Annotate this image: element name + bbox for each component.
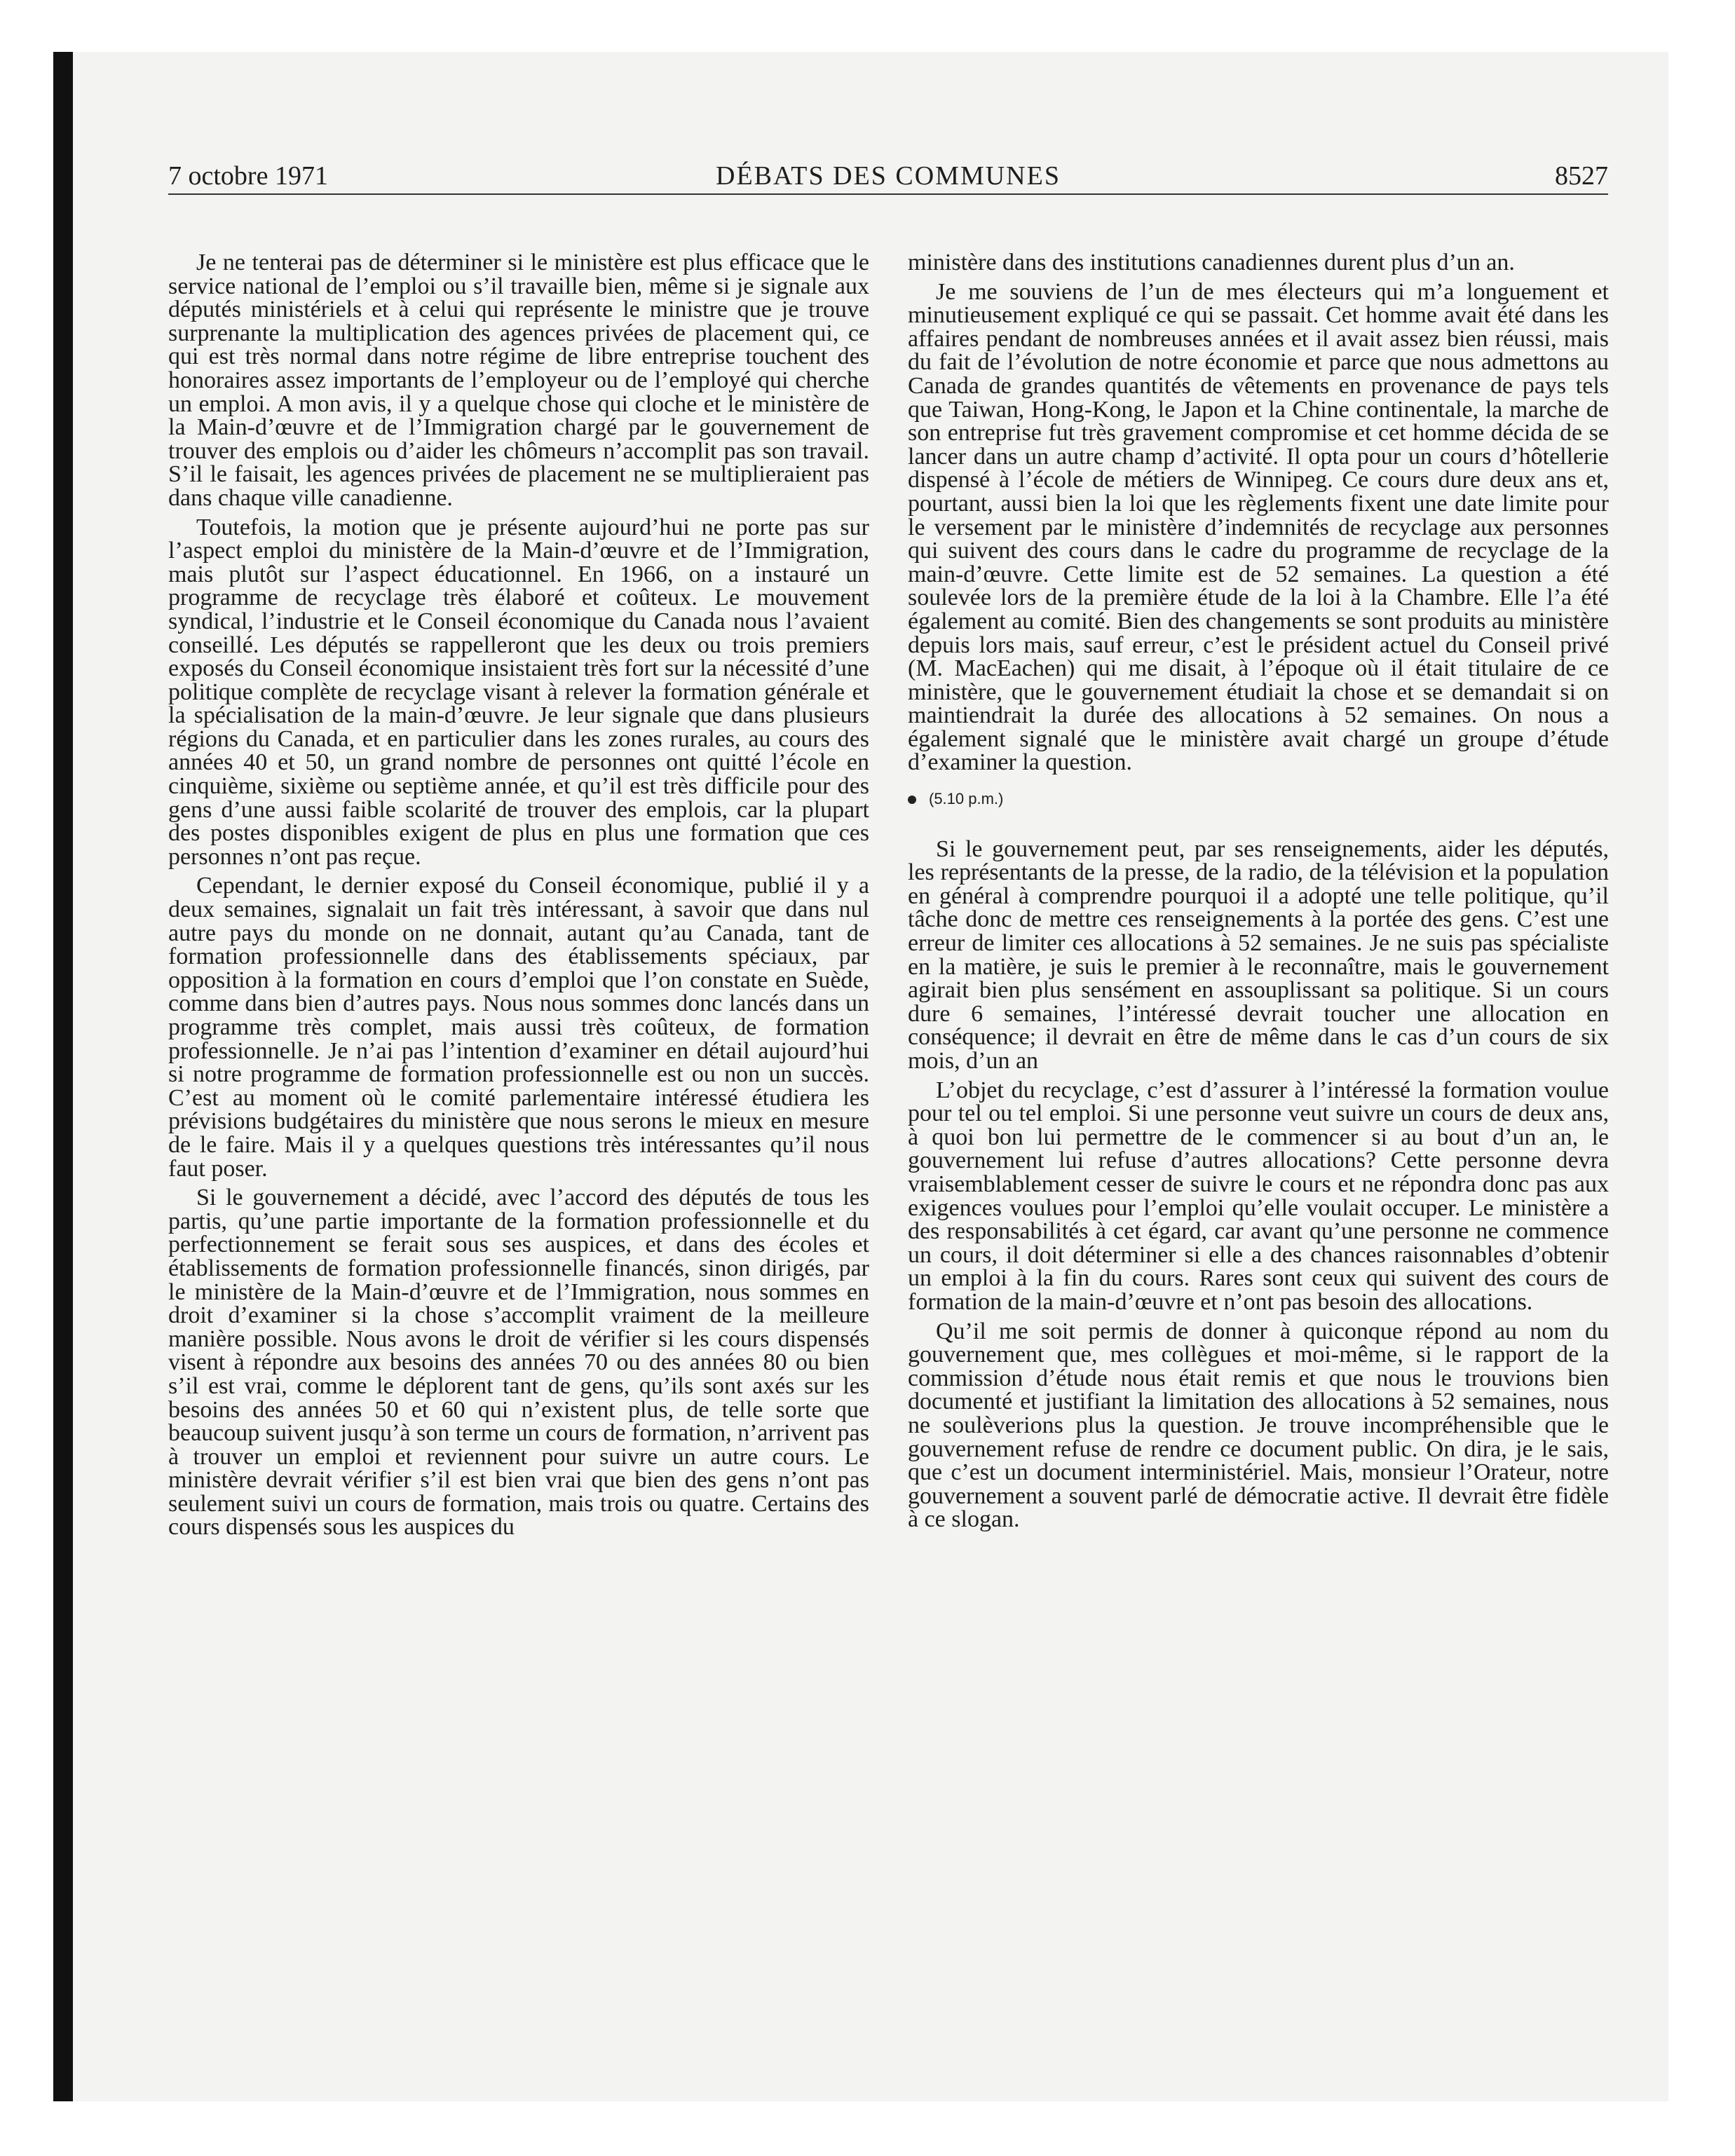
paragraph: Je me souviens de l’un de mes électeurs qui m’a longuement et minutieusement expliqué ce qui se passait. Cet homme avait été dans les affaires pendant de nombreuses années et il avait assez bien réussi, mais du fait de l’évolution de notre économie et parce que nous admettons au Canada de grandes quantités de vêtements en provenance de pays tels que Taiwan, Hong-Kong, le Japon et la Chine continentale, la marche de son entreprise fut très gravement compromise et cet homme décida de se lancer dans un autre champ d’activité. Il opta pour un cours d’hôtellerie dispensé à l’école de métiers de Winnipeg. Ce cours dure deux ans et, pourtant, aussi bien la loi que les règlements fixent une date limite pour le versement par le ministère d’indemnités de recyclage aux personnes qui suivent des cours dans le cadre du programme de recyclage de la main-d’œuvre. Cette limite est de 52 semaines. La question a été soulevée lors de la première étude de la loi à la Chambre. Elle l’a été également au comité. Bien des changements se sont produits au ministère depuis lors mais, sauf erreur, c’est le président actuel du Conseil privé (M. MacEachen) qui me disait, à l’époque où il était titulaire de ce ministère, que le gouvernement étudiait la chose et se demandait si on maintiendrait la durée des allocations à 52 semaines. On nous a également signalé que le ministère avait chargé un groupe d’étude d’examiner la question. bbox=[908, 278, 1609, 776]
page-number: 8527 bbox=[1555, 161, 1608, 191]
paragraph: Si le gouvernement peut, par ses renseignements, aider les députés, les représentants de la presse, de la radio, de la télévision et la population en général à comprendre pourquoi il a adopté une telle politique, qu’il tâche donc de mettre ces renseignements à la portée des gens. C’est une erreur de limiter ces allocations à 52 semaines. Je ne suis pas spécialiste en la matière, je suis le premier à le reconnaître, mais le gouvernement agirait bien plus sensément en assouplissant sa politique. Si un cours dure 6 semaines, l’intéressé devrait toucher une allocation en conséquence; il devrait en être de même dans le cas d’un cours de six mois, d’un an bbox=[908, 835, 1609, 1074]
paragraph: Je ne tenterai pas de déterminer si le ministère est plus efficace que le service national de l’emploi ou s’il travaille bien, même si je signale aux députés ministériels et à celui qui représente le ministre que je trouve surprenante la multiplication des agences privées de placement qui, ce qui est très normal dans notre régime de libre entreprise touchent des honoraires assez importants de l’employeur ou de l’employé qui cherche un emploi. A mon avis, il y a quelque chose qui cloche et le ministère de la Main-d’œuvre et de l’Immigration chargé par le gouvernement de trouver des emplois ou d’aider les chômeurs n’accomplit pas son travail. S’il le faisait, les agences privées de placement ne se multiplieraient pas dans chaque ville canadienne. bbox=[168, 250, 869, 511]
left-column bbox=[168, 251, 869, 1545]
header-date: 7 octobre 1971 bbox=[168, 161, 328, 191]
paragraph: Si le gouvernement a décidé, avec l’accord des députés de tous les partis, qu’une partie importante de la formation professionnelle et du perfectionnement se ferait sous ses auspices, et dans des écoles et établissements de formation professionnelle financés, sinon dirigés, par le ministère de la Main-d’œuvre et de l’Immigration, nous sommes en droit d’examiner si la chose s’accomplit vraiment de la meilleure manière possible. Nous avons le droit de vérifier si les cours dispensés visent à répondre aux besoins des années 70 ou des années 80 ou bien s’il est vrai, comme le déplorent tant de gens, qu’ils sont axés sur les besoins des années 50 et 60 qui n’existent plus, de telle sorte que beaucoup suivent jusqu’à son terme un cours de formation, n’arrivent pas à trouver un emploi et reviennent pour suivre un autre cours. Le ministère devrait vérifier s’il est bien vrai que bien des gens n’ont pas seulement suivi un cours de formation, mais trois ou quatre. Certains des cours dispensés sous les auspices du bbox=[168, 1185, 869, 1541]
header-title: DÉBATS DES COMMUNES bbox=[716, 161, 1061, 191]
right-column bbox=[908, 251, 1609, 1537]
bullet-icon bbox=[908, 796, 916, 804]
paragraph-continuation: ministère dans des institutions canadiennes durent plus d’un an. bbox=[908, 250, 1515, 275]
paragraph: Qu’il me soit permis de donner à quiconque répond au nom du gouvernement que, mes collègues et moi-même, si le rapport de la commission d’étude nous était remis et que nous le trouvions bien documenté et justifiant la limitation des allocations à 52 semaines, nous ne soulèverions plus la question. Je trouve incompréhensible que le gouvernement refuse de rendre ce document public. On dira, je le sais, que c’est un document interministériel. Mais, monsieur l’Orateur, notre gouvernement a souvent parlé de démocratie active. Il devrait être fidèle à ce slogan. bbox=[908, 1318, 1609, 1533]
paragraph: Toutefois, la motion que je présente aujourd’hui ne porte pas sur l’aspect emploi du ministère de la Main-d’œuvre et de l’Immigration, mais plutôt sur l’aspect éducationnel. En 1966, on a instauré un programme de recyclage très élaboré et coûteux. Le mouvement syndical, l’industrie et le Conseil économique du Canada nous l’avaient conseillé. Les députés se rappelleront que les deux ou trois premiers exposés du Conseil économique insistaient très fort sur la nécessité d’une politique complète de recyclage visant à relever la formation générale et la spécialisation de la main-d’œuvre. Je leur signale que dans plusieurs régions du Canada, et en particulier dans les zones rurales, au cours des années 40 et 50, un grand nombre de personnes ont quitté l’école en cinquième, sixième ou septième année, et qu’il est très difficile pour des gens d’une aussi faible scolarité de trouver des emplois, car la plupart des postes disponibles exigent de plus en plus une formation que ces personnes n’ont pas reçue. bbox=[168, 514, 869, 870]
paragraph: L’objet du recyclage, c’est d’assurer à l’intéressé la formation voulue pour tel ou tel emploi. Si une personne veut suivre un cours de deux ans, à quoi bon lui permettre de le commencer si au bout d’un an, le gouvernement lui refuse d’autres allocations? Cette personne devra vraisemblablement cesser de suivre le cours et ne répondra donc pas aux exigences voulues pour l’emploi qu’elle voulait occuper. Le ministère a des responsabilités à cet égard, car avant qu’une personne ne commence un cours, il doit déterminer si elle a des chances raisonnables d’obtenir un emploi à la fin du cours. Rares sont ceux qui suivent des cours de formation de la main-d’œuvre et n’ont pas besoin des allocations. bbox=[908, 1077, 1609, 1315]
time-marker-text: (5.10 p.m.) bbox=[929, 790, 1004, 808]
page-header bbox=[168, 158, 1608, 195]
paragraph: Cependant, le dernier exposé du Conseil économique, publié il y a deux semaines, signalait un fait très intéressant, à savoir que dans nul autre pays du monde on ne donnait, autant qu’au Canada, tant de formation professionnelle dans des établissements spéciaux, par opposition à la formation en cours d’emploi que l’on constate en Suède, comme dans bien d’autres pays. Nous nous sommes donc lancés dans un programme très complet, mais aussi très coûteux, de formation professionnelle. Je n’ai pas l’intention d’examiner en détail aujourd’hui si notre programme de formation professionnelle est ou non un succès. C’est au moment où le comité parlementaire intéressé étudiera les prévisions budgétaires du ministère que nous serons le mieux en mesure de le faire. Mais il y a quelques questions très intéressantes qu’il nous faut poser. bbox=[168, 873, 869, 1182]
scan-edge-shadow bbox=[53, 52, 73, 2101]
time-marker bbox=[908, 787, 1609, 811]
